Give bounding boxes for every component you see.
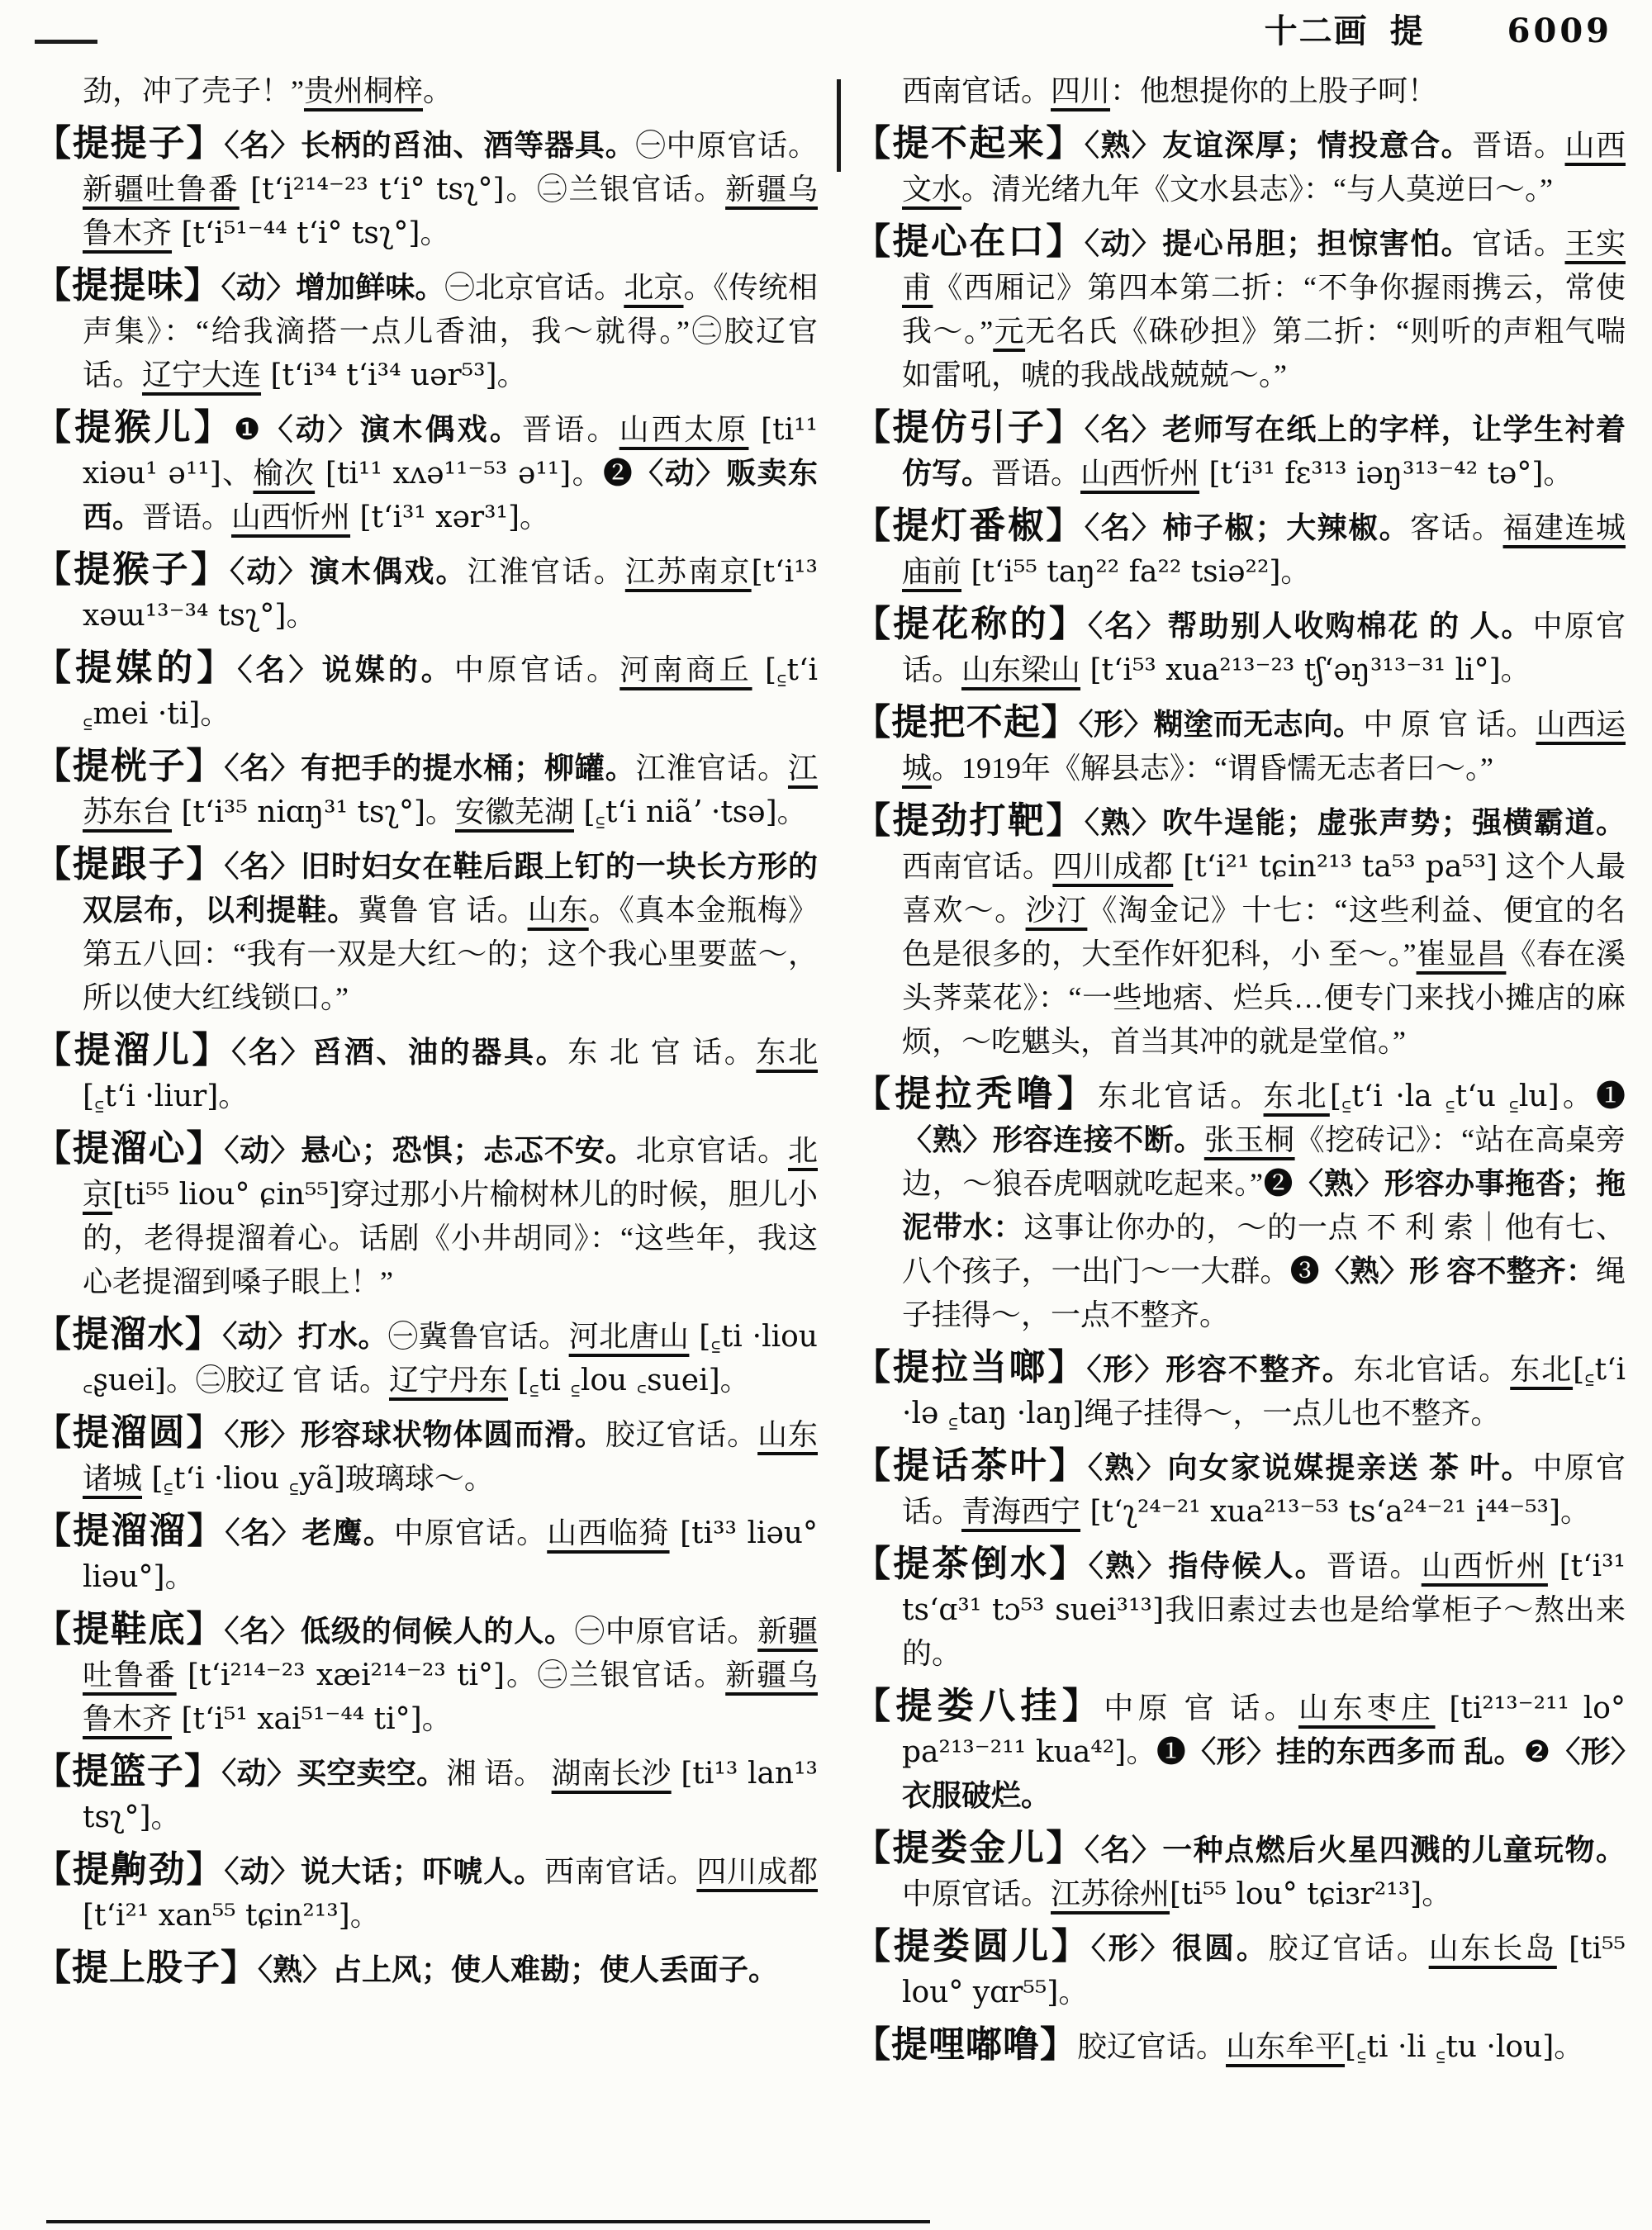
- dictionary-entry: [35, 744, 818, 834]
- entry-text: 晋语。: [991, 457, 1081, 490]
- definition-text: 〈动〉增加鲜味。: [221, 271, 445, 304]
- dictionary-entry: [35, 1607, 818, 1741]
- entry-text: 这事让你办的，～的一点 不 利 索｜他有七、八个孩子，一出门～一大群。❸: [902, 1211, 1626, 1288]
- phonetic-transcription: [꜁tʻi ·liur]: [83, 1079, 219, 1113]
- definition-text: 〈动〉悬心；恐惧；忐忑不安。: [224, 1134, 636, 1167]
- entry-headword: 【提哩嘟噜】: [854, 2024, 1077, 2065]
- definition-text: 〈形〉很圆。: [1090, 1932, 1269, 1965]
- region-name: 榆次: [253, 457, 316, 490]
- phonetic-transcription: [ti⁵⁵ lou° tɕiɜr²¹³]: [1170, 1877, 1422, 1911]
- definition-text: 〈熟〉指侍候人。: [1088, 1549, 1327, 1582]
- dictionary-entry: [854, 121, 1626, 211]
- dictionary-entry: [35, 646, 818, 736]
- phonetic-transcription: [ti¹³ lan¹³ tsʅ°]: [83, 1757, 818, 1834]
- entry-headword: 【提话茶叶】: [854, 1445, 1088, 1486]
- entry-text: 。: [218, 1079, 249, 1113]
- entry-headword: 【提溜溜】: [35, 1511, 225, 1551]
- dictionary-entry: [854, 1826, 1626, 1916]
- entry-continuation: [35, 69, 818, 113]
- phonetic-transcription: [tʻi⁵⁵ taŋ²² fa²² tsiə²²]: [961, 555, 1281, 589]
- definition-text: 〈熟〉形容连接不断。: [902, 1123, 1204, 1156]
- entry-text: 胶辽官话。: [1268, 1932, 1429, 1965]
- entry-text: 晋语。: [522, 413, 620, 446]
- phonetic-transcription: [꜁tʻi ·liou ꜁yã]: [142, 1462, 345, 1496]
- phonetic-transcription: [ti¹¹ xʌə¹¹⁻⁵³ ə¹¹]: [315, 457, 572, 491]
- entry-text: 劲，冲了壳子！”: [83, 74, 304, 107]
- entry-headword: 【提不起来】: [854, 123, 1085, 164]
- entry-text: 。: [719, 1364, 750, 1397]
- entry-text: 。: [164, 1560, 195, 1593]
- phonetic-transcription: [tʻi³¹ tsʻɑ³¹ tɔ⁵³ suei³¹³]: [902, 1549, 1626, 1627]
- region-name: 山西忻州: [231, 501, 351, 534]
- entry-headword: 【提心在口】: [854, 221, 1085, 262]
- phonetic-transcription: [ti¹¹ xiəu¹ ə¹¹]: [83, 413, 818, 491]
- entry-headword: 【提娄圆儿】: [854, 1926, 1091, 1967]
- column-divider-mark: [837, 79, 841, 172]
- entry-text: 晋语。: [1326, 1549, 1422, 1582]
- entry-text: ㊀中原官话。: [574, 1615, 758, 1648]
- entry-text: 东北官话。: [1353, 1353, 1511, 1386]
- phonetic-transcription: [ti²¹³⁻²¹¹ lo° pa²¹³⁻²¹¹ kua⁴²]: [902, 1691, 1626, 1769]
- entry-headword: 【提把不起】: [854, 702, 1079, 743]
- region-name: 东北: [756, 1036, 818, 1069]
- definition-text: 〈熟〉向女家说媒提亲送 茶 叶。: [1088, 1451, 1533, 1484]
- entry-headword: 【提仿引子】: [854, 407, 1085, 448]
- region-name: 河南商丘: [620, 653, 752, 686]
- entry-text: 冀鲁 官 话。: [358, 894, 528, 927]
- definition-text: 〈动〉说大话；吓唬人。: [224, 1855, 544, 1888]
- entry-text: 。: [1554, 2030, 1584, 2063]
- entry-headword: 【提娄八挂】: [854, 1686, 1104, 1726]
- definition-text: 〈动〉演木偶戏。: [230, 555, 468, 588]
- page-header: [0, 5, 1612, 52]
- region-name: 山西临猗: [547, 1516, 670, 1549]
- dictionary-entry: [35, 1127, 818, 1304]
- entry-headword: 【提齁劲】: [35, 1849, 225, 1890]
- entry-text: 西南官话。: [902, 74, 1051, 107]
- phonetic-transcription: [tʻi¹³ xəɯ¹³⁻³⁴ tsʅ°]: [83, 555, 818, 633]
- entry-text: 。: [421, 1702, 452, 1735]
- region-name: 北京: [624, 271, 684, 304]
- entry-text: 。: [520, 501, 550, 534]
- entry-headword: 【提溜儿】: [35, 1030, 232, 1070]
- phonetic-transcription: [tʻi²¹⁴⁻²³ tʻi° tsʅ°]: [239, 173, 505, 206]
- region-name: 贵州桐梓: [303, 74, 423, 107]
- definition-text: 〈动〉买空卖空。: [221, 1757, 447, 1790]
- region-name: 山东枣庄: [1298, 1691, 1436, 1725]
- phonetic-transcription: [꜁ti ꜁lou ꜀suei]: [508, 1364, 720, 1397]
- entry-text: 胶辽官话。: [605, 1418, 758, 1451]
- region-name: 王实甫: [902, 227, 1626, 304]
- dictionary-entry: [854, 1345, 1626, 1435]
- phonetic-transcription: [tʻi⁵¹⁻⁴⁴ tʻi° tsʅ°]: [172, 216, 420, 250]
- entry-text: 中原官话。: [902, 610, 1626, 686]
- entry-text: 湘 语。: [446, 1757, 552, 1790]
- entry-headword: 【提跟子】: [35, 844, 225, 885]
- definition-text: 〈动〉打水。: [222, 1320, 388, 1353]
- region-name: 江苏东台: [83, 752, 818, 828]
- entry-text: 、: [221, 457, 254, 490]
- definition-text: 〈熟〉友谊深厚；情投意合。: [1084, 129, 1473, 162]
- definition-text: 〈熟〉吹牛逞能；虚张声势；强横霸道。: [1084, 806, 1626, 839]
- entry-headword: 【提提味】: [35, 265, 221, 306]
- region-name: 张玉桐: [1203, 1123, 1295, 1156]
- entry-text: 西南官话。: [902, 850, 1053, 883]
- entry-text: 中原官话。: [453, 653, 620, 686]
- entry-text: ㊀中原官话。: [635, 129, 818, 162]
- entry-headword: 【提拉秃噜】: [854, 1074, 1098, 1114]
- entry-text: 东 北 官 话。: [567, 1036, 757, 1069]
- entry-text: 。❶: [1559, 1079, 1626, 1113]
- phonetic-transcription: [ti³³ liəu° liəu°]: [83, 1516, 818, 1594]
- definition-text: 〈名〉舀酒、油的器具。: [231, 1036, 568, 1069]
- dictionary-entry: [854, 1072, 1626, 1337]
- entry-text: ❶: [233, 413, 263, 446]
- entry-headword: 【提娄金儿】: [854, 1828, 1085, 1868]
- entry-text: 客话。: [1410, 511, 1503, 544]
- region-name: 元: [993, 315, 1026, 348]
- dictionary-entry: [35, 1509, 818, 1599]
- dictionary-entry: [35, 263, 818, 397]
- phonetic-transcription: [tʻi³¹ fɛ³¹³ iəŋ³¹³⁻⁴² tə°]: [1199, 457, 1544, 491]
- entry-text: 中原 官 话。: [1104, 1691, 1298, 1725]
- region-name: 山东: [527, 894, 589, 927]
- entry-text: 。1919年《解县志》：“谓昏懦无志者曰～。”: [932, 752, 1493, 785]
- entry-text: 。❷: [571, 457, 634, 490]
- entry-text: 。㊁兰银官话。: [504, 173, 726, 206]
- entry-text: 胶辽官话。: [1077, 2030, 1227, 2063]
- region-name: 沙汀: [1025, 894, 1088, 927]
- right-column: [854, 69, 1626, 2077]
- phonetic-transcription: [tʻi³⁵ niɑŋ³¹ tsʅ°]: [172, 795, 425, 829]
- phonetic-transcription: [꜁tʻi ·lə ꜁taŋ ·laŋ]: [902, 1353, 1626, 1431]
- dictionary-entry: [854, 799, 1626, 1064]
- entry-text: 北京官话。: [635, 1134, 788, 1167]
- phonetic-transcription: [tʻi³¹ xər³¹]: [350, 501, 520, 534]
- entry-text: 。❶: [1126, 1735, 1187, 1768]
- entry-headword: 【提上股子】: [35, 1948, 258, 1988]
- region-name: 山东梁山: [961, 653, 1081, 686]
- region-name: 安徽芜湖: [455, 795, 575, 828]
- phonetic-transcription: [tʻʅ²⁴⁻²¹ xua²¹³⁻⁵³ tsʻa²⁴⁻²¹ i⁴⁴⁻⁵³]: [1080, 1495, 1560, 1529]
- entry-headword: 【提提子】: [35, 123, 225, 164]
- definition-text: 〈名〉老师写在纸上的字样，让学生衬着仿写。: [902, 413, 1626, 490]
- entry-text: 《春在溪头荠菜花》：“一些地痞、烂兵…便专门来找小摊店的麻烦，～吃魌头，首当其冲的就是堂倌。”: [902, 937, 1626, 1058]
- entry-text: 无名氏《硃砂担》第二折：“则听的声粗气喘如雷吼，唬的我战战兢兢～。”: [902, 315, 1626, 391]
- definition-text: 〈形〉形容球状物体圆而滑。: [224, 1418, 605, 1451]
- entry-headword: 【提茶倒水】: [854, 1544, 1089, 1584]
- dictionary-entry: [35, 1028, 818, 1118]
- region-name: 崔显昌: [1416, 937, 1507, 970]
- entry-text: 。: [776, 795, 807, 828]
- definition-text: 〈动〉演木偶戏。: [263, 413, 523, 446]
- definition-text: 〈名〉低级的伺候人的人。: [224, 1615, 575, 1648]
- entry-headword: 【提猴子】: [35, 549, 230, 590]
- entry-text: 绳子挂得～，一点不整齐。: [902, 1255, 1626, 1331]
- region-name: 湖南长沙: [551, 1757, 672, 1790]
- head-character: 提: [1389, 12, 1425, 50]
- definition-text: 〈名〉旧时妇女在鞋后跟上钉的一块长方形的双层布，以利提鞋。: [83, 850, 818, 927]
- page-number: 6009: [1507, 12, 1612, 50]
- dictionary-entry: [854, 1684, 1626, 1818]
- dictionary-entry: [854, 602, 1626, 692]
- entry-headword: 【提劲打靶】: [854, 800, 1085, 841]
- region-name: 青海西宁: [961, 1495, 1081, 1528]
- definition-text: 〈名〉帮助别人收购棉花 的 人。: [1088, 610, 1533, 643]
- entry-text: ❷: [1523, 1735, 1551, 1768]
- phonetic-transcription: [ti⁵⁵ liou° ɕin⁵⁵]: [112, 1178, 340, 1212]
- dictionary-entry: [35, 842, 818, 1020]
- definition-text: 〈名〉说媒的。: [237, 653, 454, 686]
- entry-headword: 【提溜圆】: [35, 1412, 225, 1453]
- entry-text: 。: [1422, 1877, 1452, 1910]
- region-name: 新疆吐鲁番: [83, 1615, 818, 1691]
- phonetic-transcription: [tʻi²¹ tɕin²¹³ ta⁵³ pa⁵³]: [1173, 850, 1498, 884]
- definition-text: 〈形〉挂的东西多而 乱。: [1186, 1735, 1524, 1768]
- dictionary-entry: [35, 1411, 818, 1501]
- entry-text: 。: [423, 74, 453, 107]
- definition-text: 〈形〉糊塗而无志向。: [1078, 708, 1364, 741]
- entry-text: 《挖砖记》：“站在高桌旁边，～狼吞虎咽就吃起来。”❷: [902, 1123, 1626, 1200]
- entry-text: 我旧素过去也是给掌柜子～熬出来的。: [902, 1593, 1626, 1670]
- definition-text: 〈名〉长柄的舀油、酒等器具。: [224, 129, 636, 162]
- entry-headword: 【提媒的】: [35, 648, 238, 688]
- region-name: 山西文水: [902, 129, 1626, 206]
- entry-text: 这个人最喜欢～。: [902, 850, 1626, 927]
- region-name: 东北: [1510, 1353, 1574, 1386]
- phonetic-transcription: [꜁tʻi niãʼ ·tsə]: [574, 795, 777, 829]
- left-column: [35, 69, 818, 2000]
- entry-text: ：他想提你的上股子呵！: [1110, 74, 1438, 107]
- entry-text: 晋语。: [1472, 129, 1565, 162]
- region-name: 山西忻州: [1421, 1549, 1548, 1582]
- dictionary-entry: [854, 504, 1626, 594]
- dictionary-entry: [35, 1312, 818, 1402]
- dictionary-entry: [35, 1749, 818, 1839]
- entry-text: 官话。: [1472, 227, 1565, 260]
- entry-text: 中原官话。: [393, 1516, 548, 1549]
- region-name: 新疆乌鲁木齐: [83, 173, 818, 249]
- definition-text: 〈动〉贩卖东西。: [83, 457, 818, 534]
- region-name: 山西太原: [619, 413, 749, 446]
- dictionary-entry: [35, 406, 818, 539]
- dictionary-entry: [854, 1924, 1626, 2014]
- entry-headword: 【提灯番椒】: [854, 505, 1085, 546]
- dictionary-entry: [854, 220, 1626, 397]
- region-name: 四川成都: [1052, 850, 1174, 883]
- phonetic-transcription: [꜁tʻi ꜁mei ·ti]: [83, 653, 818, 731]
- dictionary-entry: [854, 1542, 1626, 1676]
- entry-text: 江淮官话。: [467, 555, 625, 588]
- region-name: 辽宁大连: [142, 358, 262, 391]
- phonetic-transcription: [tʻi²¹ xan⁵⁵ tɕin²¹³]: [83, 1899, 350, 1933]
- entry-headword: 【提花称的】: [854, 604, 1088, 644]
- entry-headword: 【提鞋底】: [35, 1609, 225, 1649]
- region-name: 山东牟平: [1226, 2030, 1346, 2063]
- region-name: 新疆吐鲁番: [83, 173, 240, 206]
- region-name: 北京: [83, 1134, 818, 1211]
- dictionary-entry: [35, 121, 818, 255]
- region-name: 山西运城: [902, 708, 1626, 785]
- phonetic-transcription: [꜁tʻi ·la ꜁tʻu ꜁lu]: [1329, 1079, 1559, 1113]
- region-name: 辽宁丹东: [389, 1364, 509, 1397]
- dictionary-entry: [854, 700, 1626, 790]
- region-name: 新疆乌鲁木齐: [83, 1658, 818, 1735]
- entry-text: 。: [286, 599, 316, 632]
- entry-headword: 【提猴儿】: [35, 407, 234, 448]
- dictionary-entry: [35, 548, 818, 638]
- phonetic-transcription: [tʻi⁵³ xua²¹³⁻²³ tʃʻəŋ³¹³⁻³¹ li°]: [1080, 653, 1501, 687]
- entry-text: 中 原 官 话。: [1363, 708, 1536, 741]
- definition-text: 〈形〉形容不整齐。: [1086, 1353, 1354, 1386]
- phonetic-transcription: [tʻi³⁴ tʻi³⁴ uər⁵³]: [261, 358, 497, 392]
- entry-text: 晋语。: [142, 501, 232, 534]
- dictionary-entry: [854, 1444, 1626, 1534]
- definition-text: 〈动〉提心吊胆；担惊害怕。: [1084, 227, 1473, 260]
- entry-text: 江淮官话。: [635, 752, 788, 785]
- definition-text: 〈熟〉占上风；使人难勘；使人丢面子。: [258, 1953, 779, 1986]
- entry-text: 。: [1543, 457, 1574, 490]
- entry-text: 。《传统相声集》：“给我滴搭一点儿香油，我～就得。”㊁胶辽官话。: [83, 271, 818, 391]
- entry-text: 《西厢记》第四本第二折：“不争你握雨携云，常使我～。”: [902, 271, 1626, 348]
- entry-text: ㊀北京官话。: [444, 271, 624, 304]
- dictionary-entry: [854, 2023, 1626, 2069]
- entry-text: 。: [1280, 555, 1311, 588]
- top-left-rule: [35, 40, 97, 44]
- dictionary-entry: [35, 1848, 818, 1938]
- region-name: 河北唐山: [568, 1320, 690, 1353]
- phonetic-transcription: [ti⁵⁵ lou° yɑr⁵⁵]: [902, 1932, 1626, 2009]
- entry-headword: 【提桄子】: [35, 746, 225, 786]
- entry-text: 。: [425, 795, 455, 828]
- region-name: 山东诸城: [83, 1418, 818, 1495]
- region-name: 江苏徐州: [1051, 1877, 1170, 1910]
- entry-text: 中原官话。: [902, 1451, 1626, 1528]
- definition-text: 〈形〉衣服破烂。: [902, 1735, 1626, 1812]
- entry-headword: 【提篮子】: [35, 1751, 222, 1791]
- entry-text: 。: [420, 216, 450, 249]
- entry-text: 。: [150, 1801, 181, 1834]
- definition-text: 〈名〉柿子椒；大辣椒。: [1084, 511, 1411, 544]
- entry-text: 。㊁兰银官话。: [505, 1658, 726, 1691]
- entry-headword: 【提拉当啷】: [854, 1347, 1087, 1388]
- entry-text: 《淘金记》十七：“这些利益、便宜的名色是很多的，大至作奸犯科，小 至～。”: [902, 894, 1626, 970]
- entry-text: 西南官话。: [544, 1855, 697, 1888]
- region-name: 四川: [1051, 74, 1111, 107]
- region-name: 江苏南京: [624, 555, 752, 588]
- entry-headword: 【提溜心】: [35, 1128, 225, 1169]
- region-name: 山东长岛: [1428, 1932, 1557, 1965]
- definition-text: 〈名〉老鹰。: [225, 1516, 394, 1549]
- region-name: 东北: [1263, 1079, 1330, 1113]
- phonetic-transcription: [tʻi²¹⁴⁻²³ xæi²¹⁴⁻²³ ti°]: [176, 1658, 506, 1692]
- entry-text: 东北官话。: [1097, 1079, 1264, 1113]
- region-name: 四川成都: [696, 1855, 818, 1888]
- entry-text: 。清光绪九年《文水县志》：“与人莫逆曰～。”: [961, 173, 1553, 206]
- entry-text: 。: [1058, 1976, 1089, 2009]
- phonetic-transcription: [꜁ti ·li ꜁tu ·lou]: [1345, 2030, 1555, 2064]
- entry-text: 。: [200, 697, 230, 730]
- phonetic-transcription: [꜁ti ·liou ꜀ʂuei]: [83, 1320, 818, 1397]
- definition-text: 〈名〉一种点燃后火星四溅的儿童玩物。: [1084, 1834, 1626, 1867]
- entry-text: 绳子挂得～，一点儿也不整齐。: [1084, 1397, 1501, 1430]
- entry-text: 中原官话。: [902, 1877, 1051, 1910]
- dictionary-entry: [35, 1946, 818, 1992]
- entry-text: 。: [1560, 1495, 1591, 1528]
- bottom-rule: [46, 2220, 930, 2223]
- entry-text: 玻璃球～。: [344, 1462, 494, 1495]
- region-name: 福建连城庙前: [902, 511, 1626, 588]
- entry-text: 。㊁胶辽 官 话。: [165, 1364, 389, 1397]
- region-name: 山西忻州: [1080, 457, 1200, 490]
- entry-text: ㊀冀鲁官话。: [387, 1320, 569, 1353]
- entry-text: 。《真本金瓶梅》第五八回：“我有一双是大红～的；这个我心里要蓝～，所以使大红线锁口。”: [83, 894, 818, 1014]
- entry-continuation: [854, 69, 1626, 113]
- dictionary-entry: [854, 406, 1626, 496]
- definition-text: 〈熟〉形容办事拖沓；拖泥带水：: [902, 1167, 1626, 1244]
- stroke-section-label: 十二画: [1264, 12, 1369, 50]
- entry-text: 。: [1500, 653, 1531, 686]
- definition-text: 〈名〉有把手的提水桶；柳罐。: [224, 752, 636, 785]
- entry-text: 穿过那小片榆树林儿的时候，胆儿小的，老得提溜着心。话剧《小井胡同》：“这些年，我这心老提溜到嗓子眼上！”: [83, 1178, 818, 1298]
- entry-text: 。: [496, 358, 527, 391]
- entry-headword: 【提溜水】: [35, 1314, 223, 1355]
- entry-text: 。: [349, 1899, 380, 1932]
- phonetic-transcription: [tʻi⁵¹ xai⁵¹⁻⁴⁴ ti°]: [172, 1702, 422, 1736]
- definition-text: 〈熟〉形 容不整齐：: [1319, 1255, 1596, 1288]
